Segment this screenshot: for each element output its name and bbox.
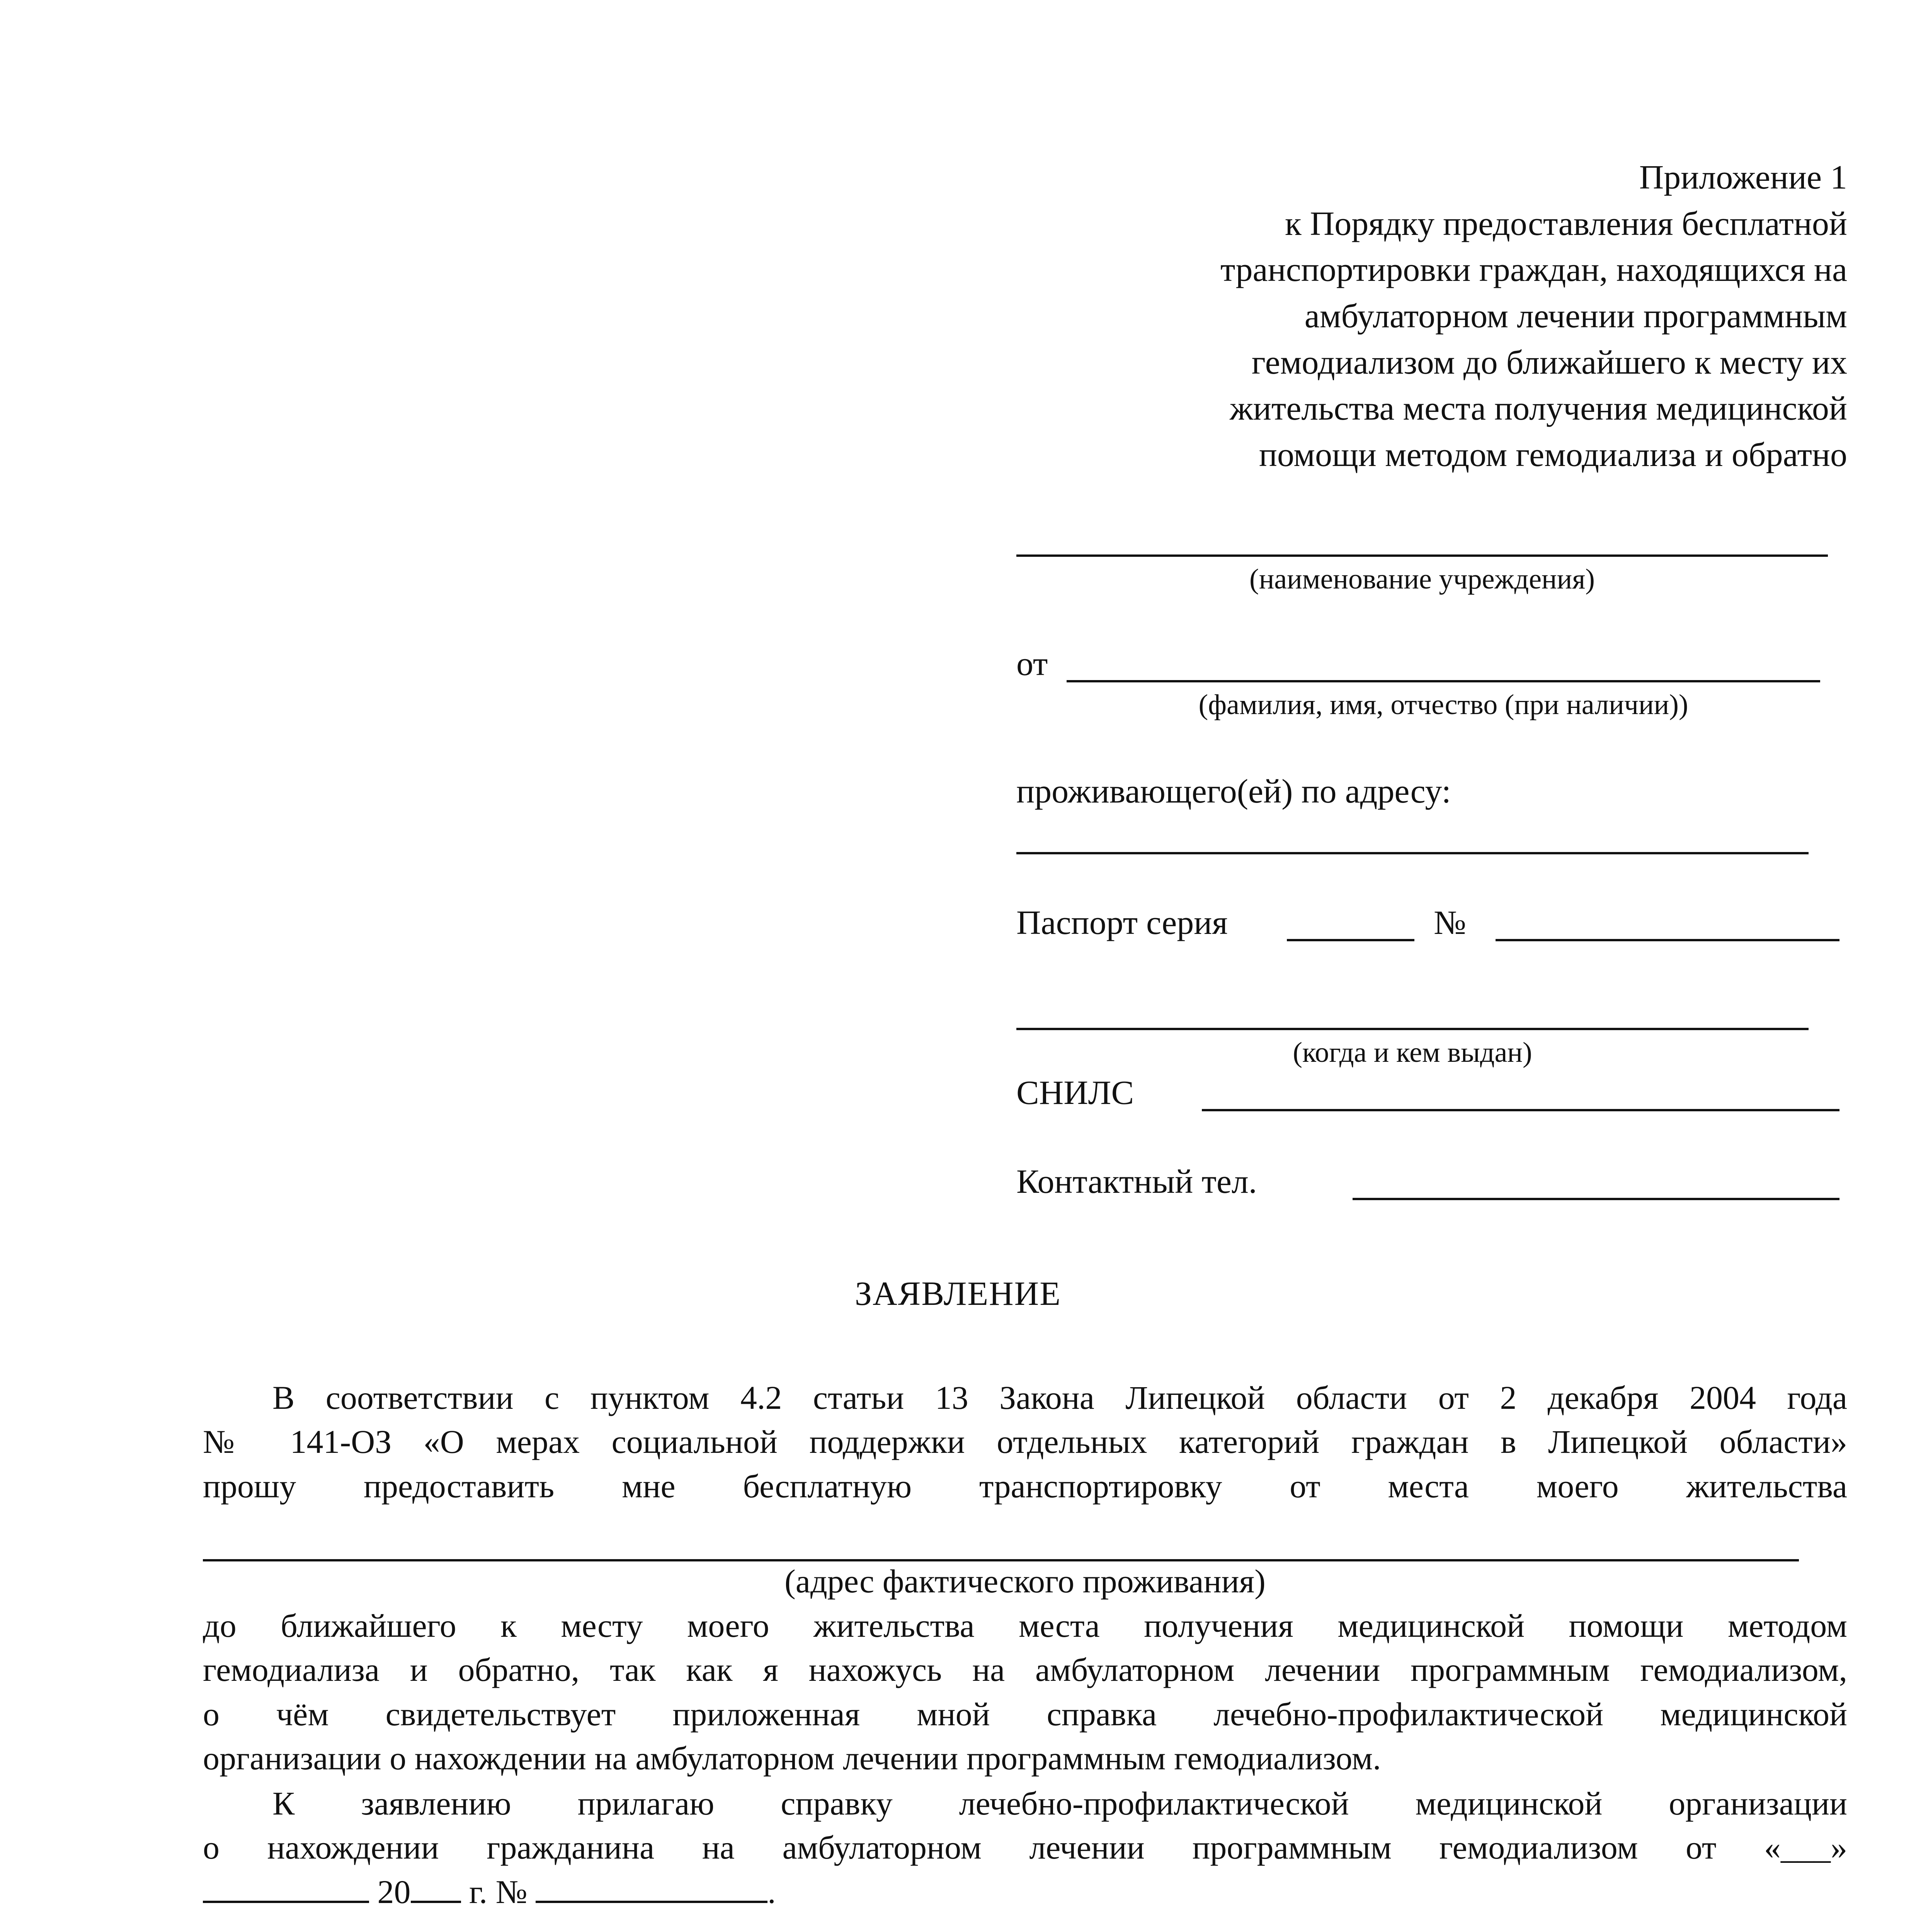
snils-field[interactable] <box>1202 1109 1839 1111</box>
snils-label: СНИЛС <box>1016 1074 1134 1112</box>
header-line: амбулаторном лечении программным <box>1304 298 1847 335</box>
text-line: № 141-ОЗ «О мерах социальной поддержки отдельных категорий граждан в Липецкой области» <box>203 1423 1847 1461</box>
header-line: помощи методом гемодиализа и обратно <box>1259 436 1847 474</box>
certificate-year-prefix: 20 <box>377 1873 411 1910</box>
period: . <box>767 1873 776 1910</box>
address-field[interactable] <box>1016 852 1809 854</box>
text-line: гемодиализа и обратно, так как я нахожусь на амбулаторном лечении программным гемодиализом, <box>203 1651 1847 1689</box>
text-line: прошу предоставить мне бесплатную транспортировку от места моего жительства <box>203 1467 1847 1505</box>
passport-label: Паспорт серия <box>1016 904 1228 942</box>
text-line: К заявлению прилагаю справку лечебно-профилактической медицинской организации <box>272 1785 1847 1822</box>
document-title: ЗАЯВЛЕНИЕ <box>855 1275 1061 1313</box>
text-line: до ближайшего к месту моего жительства места получения медицинской помощи методом <box>203 1607 1847 1644</box>
contact-phone-field[interactable] <box>1353 1198 1839 1200</box>
passport-issued-field[interactable] <box>1016 1028 1809 1030</box>
certificate-year-field[interactable] <box>411 1874 461 1903</box>
paragraph-request <box>203 1376 1847 1508</box>
document-header <box>985 155 1847 478</box>
text-line: о нахождении гражданина на амбулаторном лечении программным гемодиализом от «___» <box>203 1829 1847 1866</box>
certificate-date-field[interactable] <box>203 1874 369 1903</box>
paragraph-attachment <box>203 1781 1847 1914</box>
header-line: гемодиализом до ближайшего к месту их <box>1251 344 1847 381</box>
certificate-number-field[interactable] <box>536 1874 767 1903</box>
text-line: о чём свидетельствует приложенная мной справка лечебно-профилактической медицинской <box>203 1695 1847 1733</box>
from-label: от <box>1016 645 1048 683</box>
institution-field[interactable] <box>1016 554 1828 557</box>
fio-field[interactable] <box>1067 680 1820 682</box>
header-line: жительства места получения медицинской <box>1229 390 1847 428</box>
header-line: Приложение 1 <box>1639 159 1847 196</box>
fio-caption: (фамилия, имя, отчество (при наличии)) <box>1198 689 1688 721</box>
passport-issued-caption: (когда и кем выдан) <box>1293 1037 1532 1068</box>
header-line: транспортировки граждан, находящихся на <box>1220 251 1847 289</box>
certificate-number-label: г. № <box>469 1873 527 1910</box>
contact-phone-label: Контактный тел. <box>1016 1163 1257 1201</box>
passport-series-field[interactable] <box>1287 939 1414 941</box>
passport-number-field[interactable] <box>1496 939 1839 941</box>
passport-number-label: № <box>1434 904 1466 942</box>
text-line: организации о нахождении на амбулаторном лечении программным гемодиализом. <box>203 1740 1381 1777</box>
paragraph-reason <box>203 1604 1847 1781</box>
address-label: проживающего(ей) по адресу: <box>1016 773 1451 810</box>
certificate-date-line <box>203 1870 1847 1914</box>
text-line: В соответствии с пунктом 4.2 статьи 13 Закона Липецкой области от 2 декабря 2004 года <box>272 1379 1847 1416</box>
header-line: к Порядку предоставления бесплатной <box>1285 205 1847 243</box>
institution-caption: (наименование учреждения) <box>1249 563 1595 595</box>
actual-address-caption: (адрес фактического проживания) <box>784 1563 1266 1600</box>
